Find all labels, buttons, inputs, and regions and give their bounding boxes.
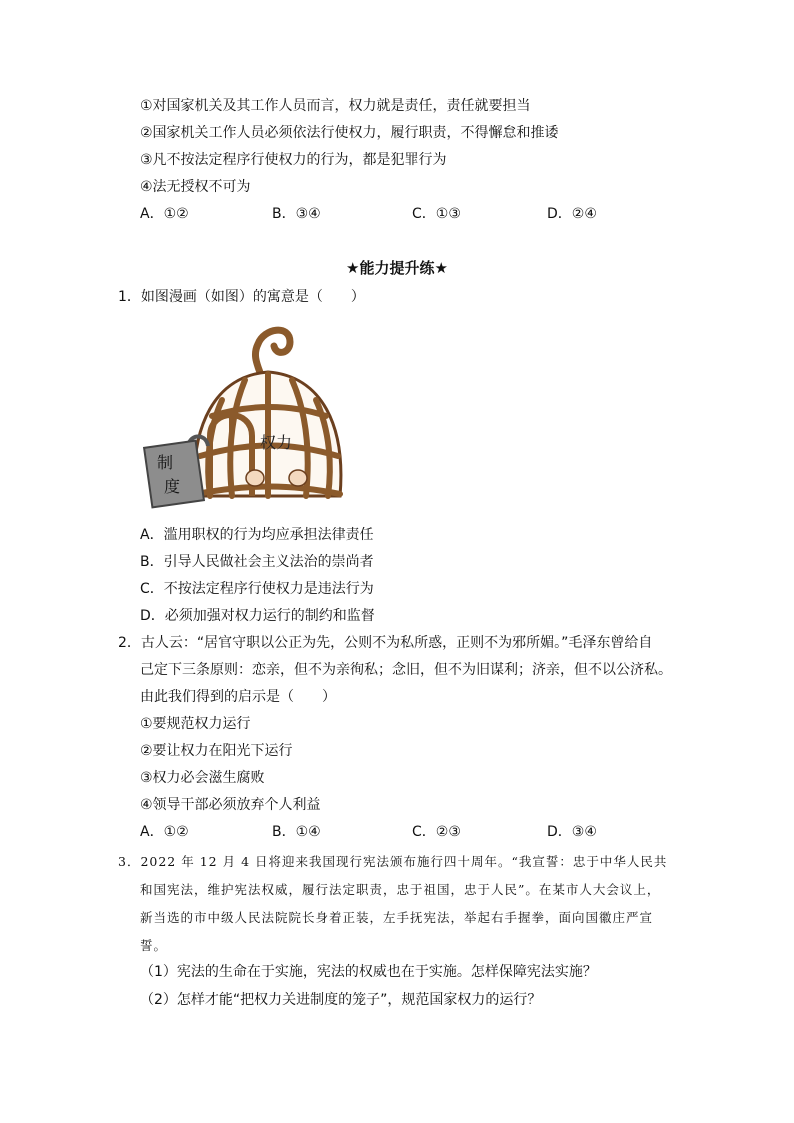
q2-stem-line-1: 2．古人云：“居官守职以公正为先，公则不为私所惑，正则不为邪所媚。”毛泽东曾给自 [118,635,653,651]
q3-stem-line-3: 新当选的市中级人民法院院长身着正装，左手抚宪法，举起右手握拳，面向国徽庄严宣 [140,910,654,925]
q2-item-2: ②要让权力在阳光下运行 [140,743,293,759]
q3-subquestion-2: （2）怎样才能“把权力关进制度的笼子”，规范国家权力的运行？ [140,992,542,1008]
top-option-a[interactable]: A．①② [140,206,189,222]
top-option-d[interactable]: D．②④ [547,206,597,222]
top-item-4: ④法无授权不可为 [140,179,251,195]
top-item-2: ②国家机关工作人员必须依法行使权力，履行职责，不得懈怠和推诿 [140,125,559,141]
q3-subquestion-1: （1）宪法的生命在于实施，宪法的权威也在于实施。怎样保障宪法实施？ [140,964,597,980]
q2-item-3: ③权力必会滋生腐败 [140,770,265,786]
q2-option-a[interactable]: A．①② [140,824,189,840]
q1-option-b[interactable]: B．引导人民做社会主义法治的崇尚者 [140,554,374,570]
q2-option-d[interactable]: D．③④ [547,824,597,840]
cage-label: 权力 [260,433,293,452]
top-item-1: ①对国家机关及其工作人员而言，权力就是责任，责任就要担当 [140,98,531,114]
q2-option-c[interactable]: C．②③ [412,824,461,840]
q1-option-d[interactable]: D．必须加强对权力运行的制约和监督 [140,608,375,624]
q1-option-c[interactable]: C．不按法定程序行使权力是违法行为 [140,581,374,597]
top-option-c[interactable]: C．①③ [412,206,461,222]
weight-label-1: 制 [157,453,174,472]
q1-option-a[interactable]: A．滥用职权的行为均应承担法律责任 [140,527,374,543]
q1-stem: 1．如图漫画（如图）的寓意是（ ） [118,289,365,305]
cage-cartoon-image [140,316,355,516]
q2-stem-line-2: 己定下三条原则：恋亲，但不为亲徇私；念旧，但不为旧谋利；济亲，但不以公济私。 [140,662,672,678]
section-title: ★能力提升练★ [346,259,448,277]
q3-stem-line-2: 和国宪法，维护宪法权威，履行法定职责，忠于祖国，忠于人民”。在某市人大会议上， [140,882,661,897]
top-option-b[interactable]: B．③④ [272,206,321,222]
q3-stem-line-1: 3．2022 年 12 月 4 日将迎来我国现行宪法颁布施行四十周年。“我宣誓：忠于中华人民共 [118,854,668,869]
q2-stem-line-3: 由此我们得到的启示是（ ） [140,689,336,705]
weight-label-2: 度 [164,477,181,496]
top-item-3: ③凡不按法定程序行使权力的行为，都是犯罪行为 [140,152,447,168]
q3-stem-line-4: 誓。 [140,938,168,953]
q2-option-b[interactable]: B．①④ [272,824,321,840]
q2-item-1: ①要规范权力运行 [140,716,251,732]
q2-item-4: ④领导干部必须放弃个人利益 [140,797,321,813]
